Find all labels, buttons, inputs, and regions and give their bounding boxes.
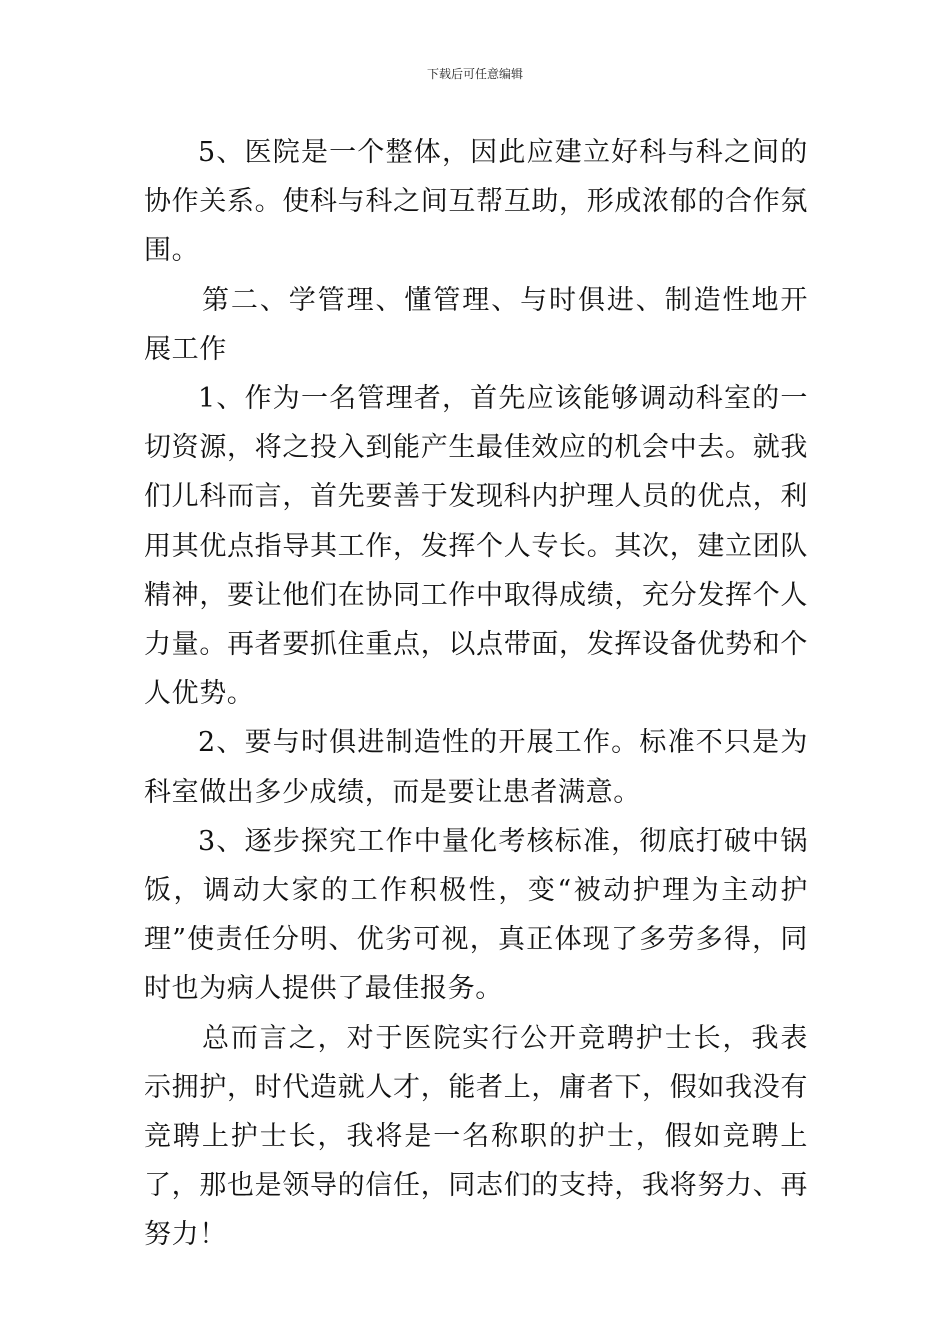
document-body <box>144 128 808 1260</box>
section-heading-management: 第二、学管理、懂管理、与时俱进、制造性地开展工作 <box>144 284 808 365</box>
paragraph-resources: 1、作为一名管理者，首先应该能够调动科室的一切资源，将之投入到能产生最佳效应的机会中去。就我们儿科而言，首先要善于发现科内护理人员的优点，利用其优点指导其工作，发挥个人专长。其次，建立团队精神，要让他们在协同工作中取得成绩，充分发挥个人力量。再者要抓住重点，以点带面，发挥设备优势和个人优势。 <box>144 383 808 710</box>
paragraph-collaboration: 5、医院是一个整体，因此应建立好科与科之间的协作关系。使科与科之间互帮互助，形成浓郁的合作氛围。 <box>144 137 808 267</box>
paragraph-assessment: 3、逐步探究工作中量化考核标准，彻底打破中锅饭，调动大家的工作积极性，变“被动护理为主动护理”使责任分明、优劣可视，真正体现了多劳多得，同时也为病人提供了最佳报务。 <box>144 825 808 1005</box>
paragraph-conclusion: 总而言之，对于医院实行公开竞聘护士长，我表示拥护，时代造就人才，能者上，庸者下，假如我没有竞聘上护士长，我将是一名称职的护士，假如竞聘上了，那也是领导的信任，同志们的支持，我将努力、再努力！ <box>144 1022 808 1251</box>
paragraph-innovation: 2、要与时俱进制造性的开展工作。标准不只是为科室做出多少成绩，而是要让患者满意。 <box>144 727 808 808</box>
page-header: 下载后可任意编辑 <box>426 67 523 81</box>
